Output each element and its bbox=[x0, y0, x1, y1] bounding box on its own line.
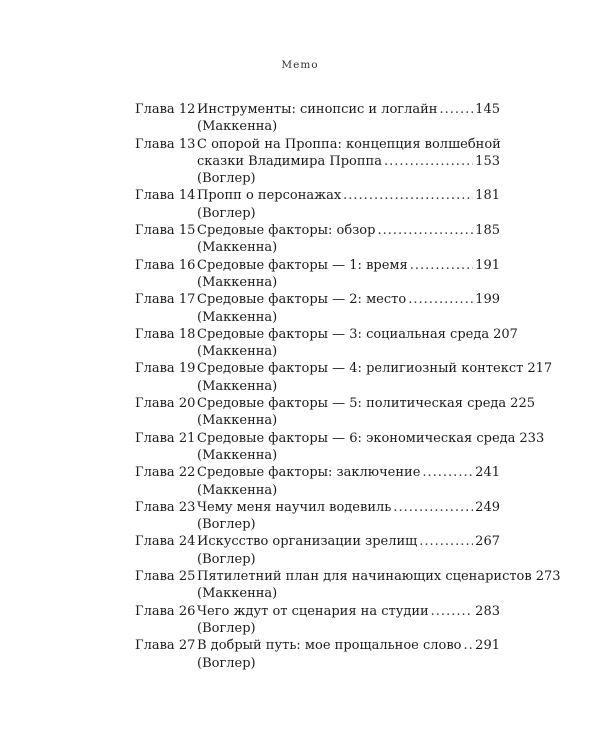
toc-entry bbox=[135, 603, 500, 638]
page-number: 199 bbox=[475, 292, 500, 308]
chapter-title: Средовые факторы — 2: место bbox=[197, 292, 407, 308]
chapter-number: Глава 17 bbox=[135, 292, 196, 308]
toc-entry bbox=[135, 395, 535, 430]
chapter-number: Глава 19 bbox=[135, 361, 196, 377]
chapter-number: Глава 16 bbox=[135, 257, 196, 273]
chapter-author: (Маккенна) bbox=[197, 447, 278, 463]
page-number: 249 bbox=[475, 499, 500, 515]
chapter-number: Глава 25 bbox=[135, 569, 196, 585]
dot-leader bbox=[419, 533, 473, 550]
running-head: Memo bbox=[281, 59, 319, 71]
page-number: 267 bbox=[475, 534, 500, 550]
chapter-number: Глава 12 bbox=[135, 102, 196, 117]
chapter-author: (Маккенна) bbox=[197, 119, 278, 135]
chapter-title: Инструменты: синопсис и логлайн bbox=[197, 102, 438, 117]
chapter-title: Средовые факторы — 5: политическая среда bbox=[197, 396, 507, 412]
toc-entry bbox=[135, 291, 500, 326]
page-number: 283 bbox=[475, 603, 500, 619]
toc-entry bbox=[135, 568, 561, 603]
chapter-title: Средовые факторы: обзор bbox=[197, 223, 376, 239]
toc-entry bbox=[135, 257, 500, 292]
page-number: 191 bbox=[475, 257, 500, 273]
toc-entry bbox=[135, 136, 500, 188]
dot-leader bbox=[410, 257, 473, 274]
chapter-title: Искусство организации зрелищ bbox=[197, 534, 418, 550]
chapter-author: (Воглер) bbox=[197, 517, 256, 533]
chapter-number: Глава 23 bbox=[135, 499, 196, 515]
chapter-title: В добрый путь: мое прощальное слово bbox=[197, 638, 462, 654]
chapter-title-cont: сказки Владимира Проппа bbox=[197, 153, 382, 169]
toc-entry bbox=[135, 464, 500, 499]
chapter-title: Пятилетний план для начинающих сценаристов bbox=[197, 569, 532, 585]
page-number: 207 bbox=[493, 326, 518, 342]
dot-leader bbox=[377, 222, 473, 239]
chapter-title: Средовые факторы — 6: экономическая среда bbox=[197, 430, 516, 446]
dot-leader bbox=[431, 603, 474, 620]
chapter-author: (Маккенна) bbox=[197, 413, 278, 429]
page-number: 241 bbox=[475, 465, 500, 481]
chapter-number: Глава 21 bbox=[135, 430, 196, 446]
chapter-author: (Маккенна) bbox=[197, 482, 278, 498]
chapter-title: Средовые факторы: заключение bbox=[197, 465, 421, 481]
chapter-author: (Маккенна) bbox=[197, 378, 278, 394]
toc-entry bbox=[135, 187, 500, 222]
chapter-author: (Маккенна) bbox=[197, 240, 278, 256]
toc-entry bbox=[135, 360, 553, 395]
chapter-number: Глава 27 bbox=[135, 638, 196, 654]
table-of-contents bbox=[135, 101, 561, 672]
dot-leader bbox=[408, 291, 473, 308]
chapter-number: Глава 18 bbox=[135, 326, 196, 342]
dot-leader bbox=[343, 187, 473, 204]
chapter-author: (Маккенна) bbox=[197, 586, 278, 602]
chapter-number: Глава 26 bbox=[135, 603, 196, 619]
toc-entry bbox=[135, 326, 518, 361]
page-number: 185 bbox=[475, 223, 500, 239]
toc-entry bbox=[135, 430, 545, 465]
chapter-author: (Воглер) bbox=[197, 620, 256, 636]
dot-leader bbox=[463, 637, 473, 654]
chapter-author: (Воглер) bbox=[197, 551, 256, 567]
page-number: 181 bbox=[475, 188, 500, 204]
toc-entry bbox=[135, 499, 500, 534]
dot-leader bbox=[384, 153, 473, 170]
chapter-author: (Воглер) bbox=[197, 205, 256, 221]
dot-leader bbox=[422, 464, 473, 481]
chapter-title: Чему меня научил водевиль bbox=[197, 499, 392, 515]
toc-entry bbox=[135, 533, 500, 568]
page-number: 291 bbox=[475, 638, 500, 654]
chapter-title: Средовые факторы — 3: социальная среда bbox=[197, 326, 490, 342]
dot-leader bbox=[439, 101, 473, 118]
chapter-author: (Маккенна) bbox=[197, 344, 278, 360]
toc-entry bbox=[135, 222, 500, 257]
page-number: 145 bbox=[475, 102, 500, 117]
dot-leader bbox=[393, 499, 473, 516]
chapter-author: (Воглер) bbox=[197, 655, 256, 671]
chapter-title: Пропп о персонажах bbox=[197, 188, 342, 204]
chapter-title: Средовые факторы — 1: время bbox=[197, 257, 408, 273]
chapter-number: Глава 13 bbox=[135, 136, 196, 152]
chapter-number: Глава 22 bbox=[135, 465, 196, 481]
page-number: 233 bbox=[519, 430, 545, 446]
chapter-number: Глава 20 bbox=[135, 396, 196, 412]
chapter-title: Чего ждут от сценария на студии bbox=[197, 603, 429, 619]
page-number: 273 bbox=[535, 569, 561, 585]
chapter-author: (Маккенна) bbox=[197, 274, 278, 290]
chapter-author: (Маккенна) bbox=[197, 309, 278, 325]
chapter-number: Глава 15 bbox=[135, 223, 196, 239]
chapter-title: С опорой на Проппа: концепция волшебной bbox=[197, 136, 501, 152]
chapter-number: Глава 14 bbox=[135, 188, 196, 204]
page-number: 217 bbox=[527, 361, 553, 377]
toc-entry bbox=[135, 637, 500, 672]
toc-entry bbox=[135, 101, 500, 136]
chapter-author: (Воглер) bbox=[197, 171, 256, 187]
chapter-title: Средовые факторы — 4: религиозный контекст bbox=[197, 361, 524, 377]
chapter-number: Глава 24 bbox=[135, 534, 196, 550]
page-number: 225 bbox=[510, 396, 535, 412]
page-number: 153 bbox=[475, 153, 500, 169]
